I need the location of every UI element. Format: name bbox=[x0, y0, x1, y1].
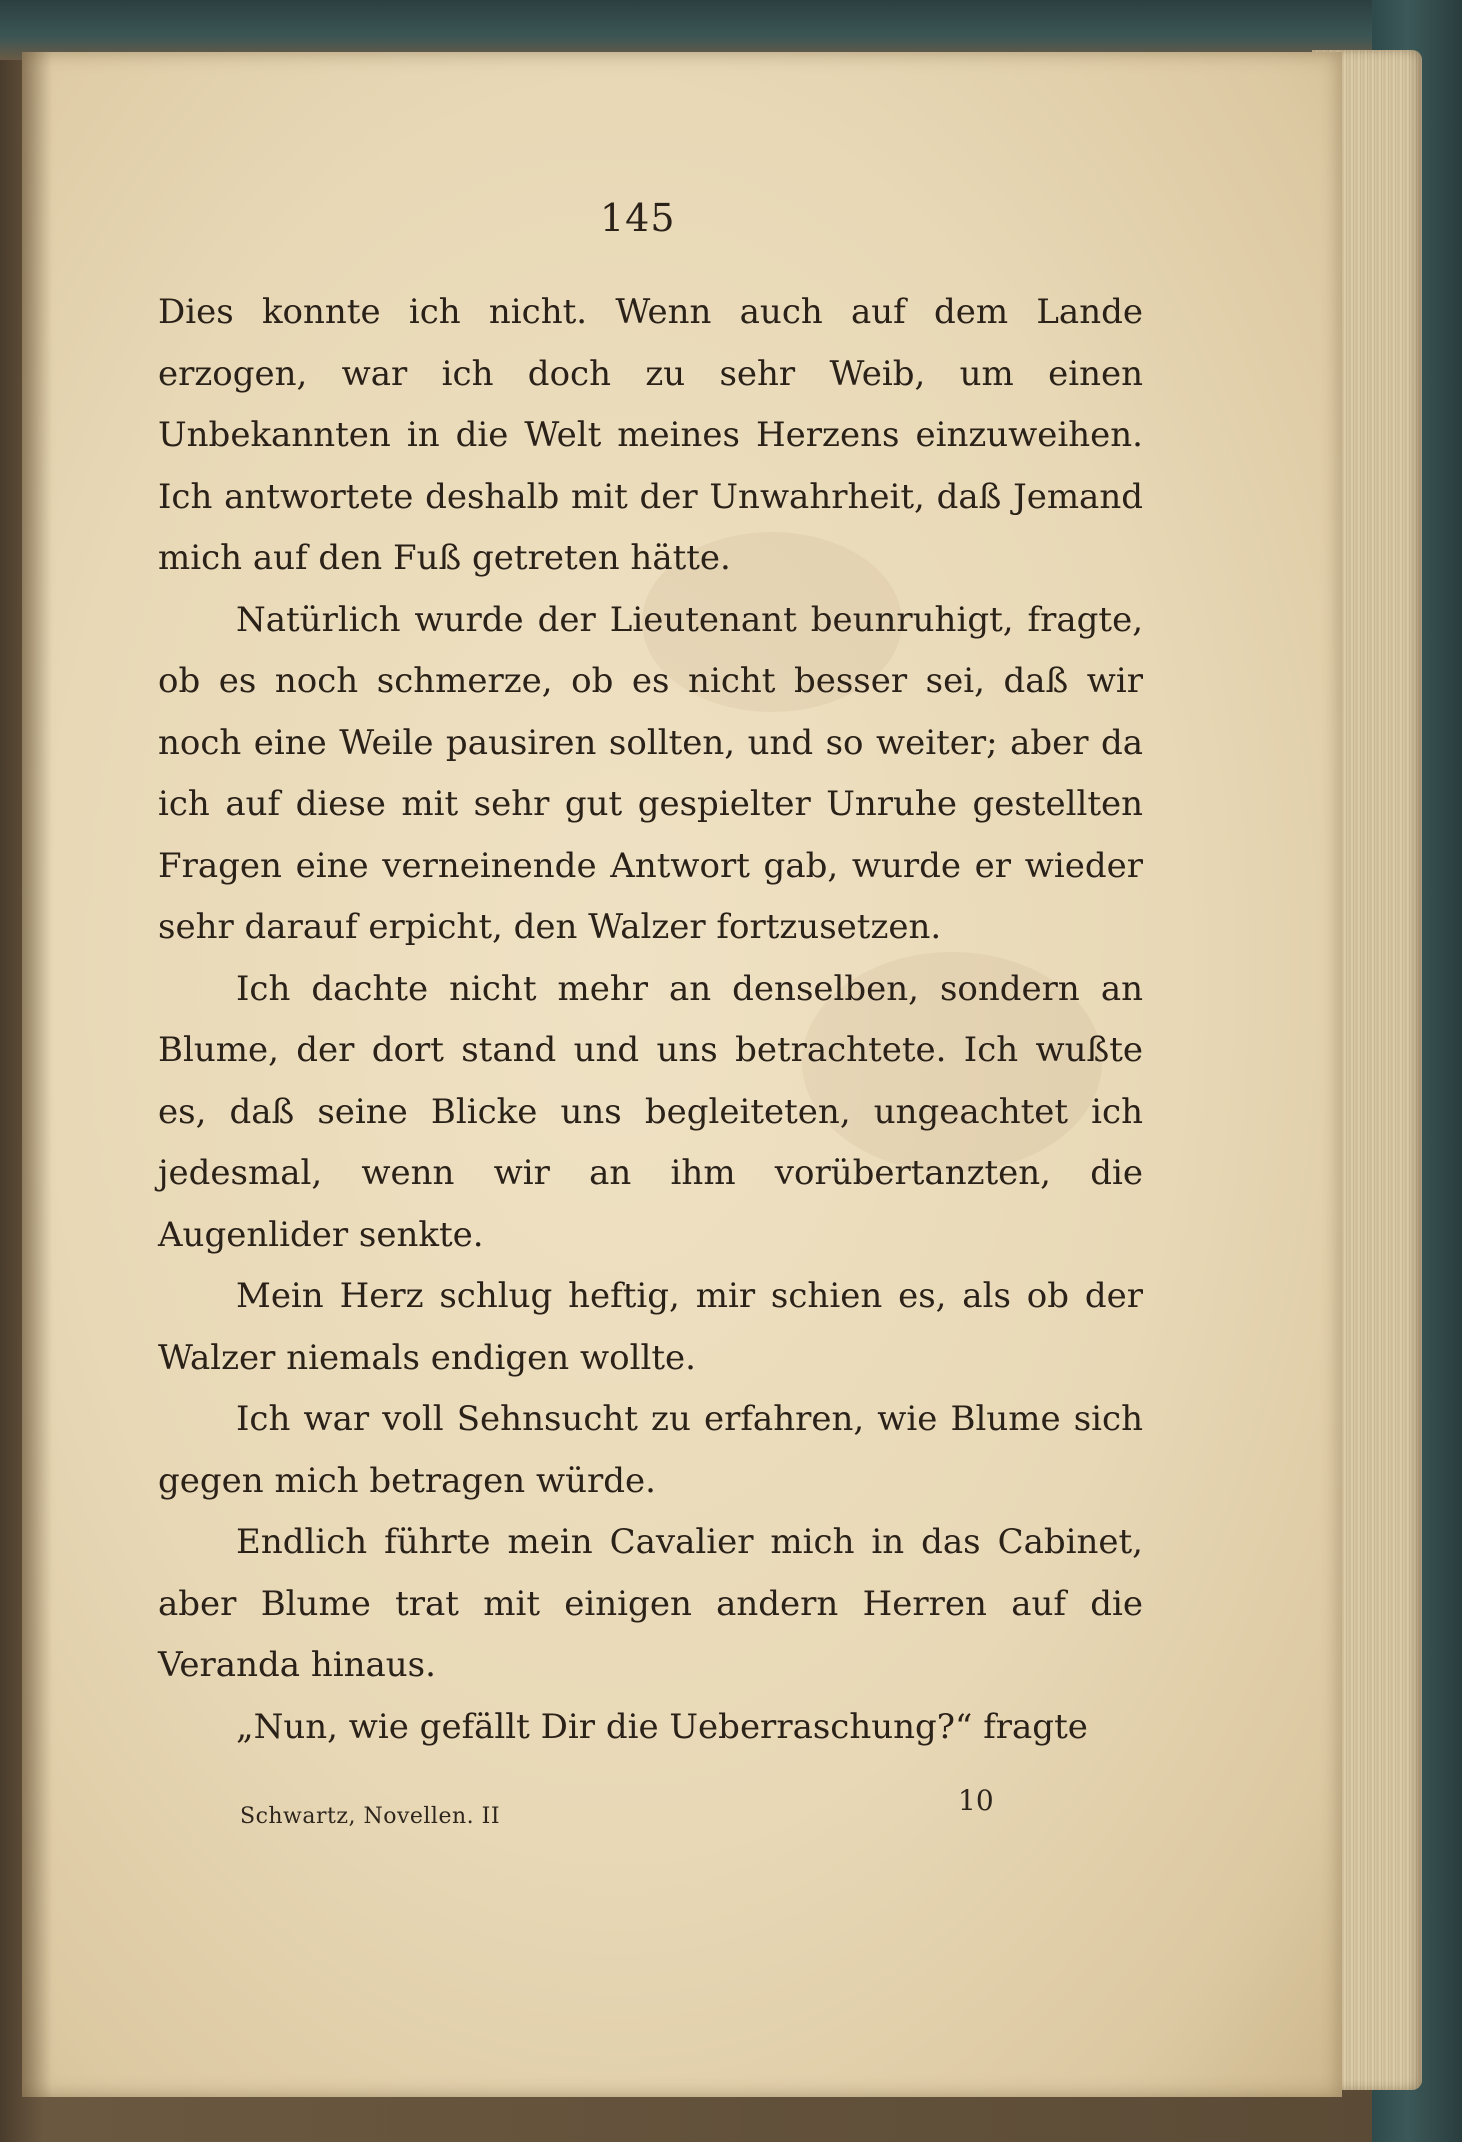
paragraph: „Nun, wie gefällt Dir die Ueberraschung?“ fragte bbox=[236, 1706, 1088, 1747]
signature-line: Schwartz, Novellen. II bbox=[240, 1804, 501, 1829]
gutter-shadow bbox=[22, 52, 52, 2097]
paragraph: Ich dachte nicht mehr an denselben, sondern an Blume, der dort stand und uns betrachtete. Ich wußte es, daß seine Blicke uns begleiteten, ungeachtet ich jedesmal, wenn wir an ihm vorübertanzten, die Augenlider senkte. bbox=[158, 968, 1143, 1255]
book-cover-top bbox=[0, 0, 1462, 60]
page-footer bbox=[158, 1784, 1143, 1840]
sheet-mark: 10 bbox=[958, 1784, 994, 1817]
paragraph: Mein Herz schlug heftig, mir schien es, als ob der Walzer niemals endigen wollte. bbox=[158, 1276, 1143, 1378]
paragraph: Natürlich wurde der Lieutenant beunruhigt, fragte, ob es noch schmerze, ob es nicht besser sei, daß wir noch eine Weile pausiren sollten, und so weiter; aber da ich auf diese mit sehr gut gespielter Unruhe gestellten Fragen eine verneinende Antwort gab, wurde er wieder sehr darauf erpicht, den Walzer fortzusetzen. bbox=[158, 599, 1143, 947]
paragraph: Endlich führte mein Cavalier mich in das Cabinet, aber Blume trat mit einigen andern Herren auf die Veranda hinaus. bbox=[158, 1522, 1143, 1685]
body-text bbox=[158, 282, 1143, 1758]
paragraph: Ich war voll Sehnsucht zu erfahren, wie Blume sich gegen mich betragen würde. bbox=[158, 1399, 1143, 1501]
paragraph: Dies konnte ich nicht. Wenn auch auf dem Lande erzogen, war ich doch zu sehr Weib, um einen Unbekannten in die Welt meines Herzens einzuweihen. Ich antwortete deshalb mit der Unwahrheit, daß Jemand mich auf den Fuß getreten hätte. bbox=[158, 292, 1143, 578]
page-number: 145 bbox=[600, 196, 676, 240]
